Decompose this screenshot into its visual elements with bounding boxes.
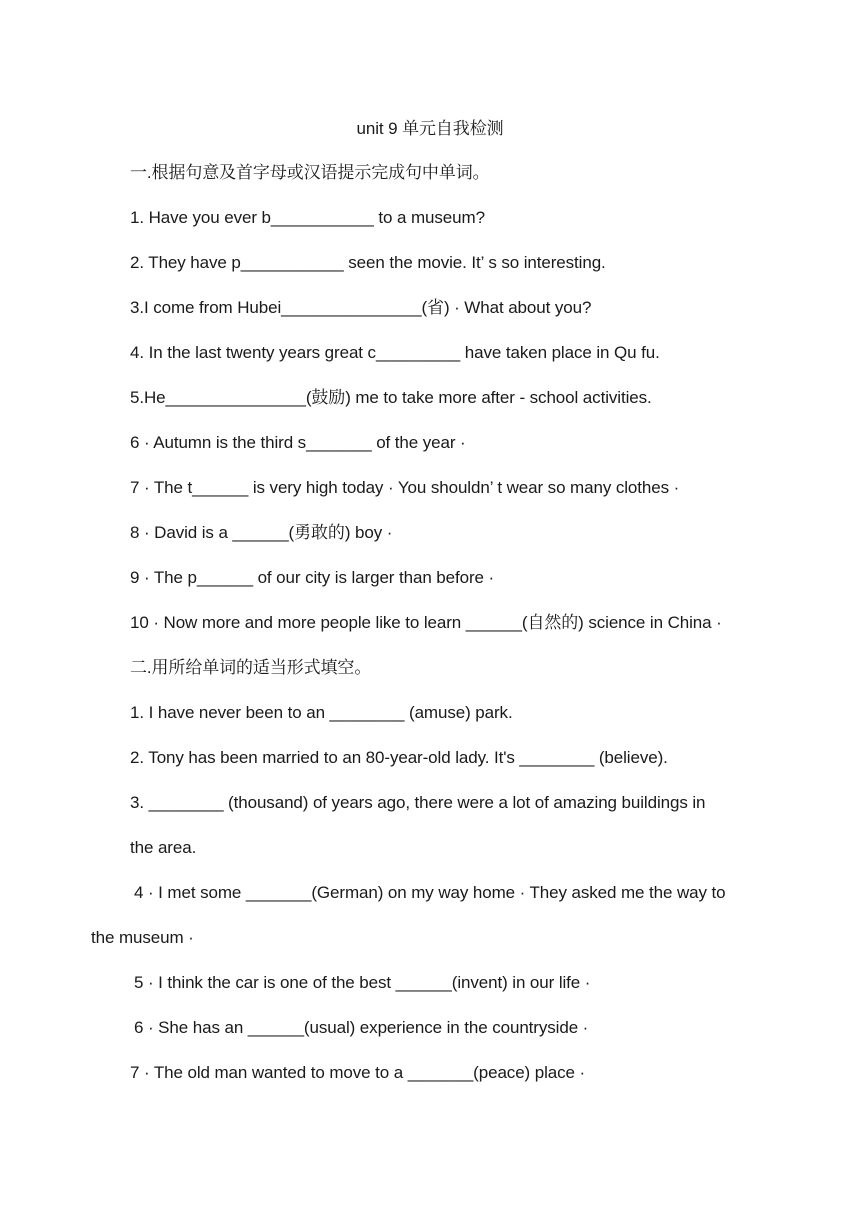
section2-heading: 二.用所给单词的适当形式填空。: [130, 658, 372, 677]
section2-item-3-line1: 3. ________ (thousand) of years ago, there were a lot of amazing buildings in: [130, 793, 706, 812]
section2-item-4-line1: 4 · I met some _______(German) on my way home · They asked me the way to: [134, 883, 726, 902]
page-title: unit 9 单元自我检测: [356, 119, 504, 138]
section1-item-4: 4. In the last twenty years great c_________ have taken place in Qu fu.: [130, 343, 660, 362]
section2-item-1: 1. I have never been to an ________ (amuse) park.: [130, 703, 513, 722]
section2-item-2: 2. Tony has been married to an 80-year-old lady. It's ________ (believe).: [130, 748, 668, 767]
section1-heading: 一.根据句意及首字母或汉语提示完成句中单词。: [130, 163, 490, 182]
section1-item-1: 1. Have you ever b___________ to a museum?: [130, 208, 485, 227]
section1-item-2: 2. They have p___________ seen the movie. It’ s so interesting.: [130, 253, 606, 272]
section2-item-6: 6 · She has an ______(usual) experience in the countryside ·: [134, 1018, 589, 1037]
section1-item-3: 3.I come from Hubei_______________(省) · What about you?: [130, 298, 592, 317]
section2-item-4-line2: the museum ·: [91, 928, 194, 947]
section1-item-9: 9 · The p______ of our city is larger than before ·: [130, 568, 495, 587]
section1-item-5: 5.He_______________(鼓励) me to take more after - school activities.: [130, 388, 652, 407]
section1-item-8: 8 · David is a ______(勇敢的) boy ·: [130, 523, 393, 542]
section2-item-5: 5 · I think the car is one of the best ______(invent) in our life ·: [134, 973, 591, 992]
section1-item-6: 6 · Autumn is the third s_______ of the year ·: [130, 433, 466, 452]
section2-item-3-line2: the area.: [130, 838, 197, 857]
section1-item-7: 7 · The t______ is very high today · You shouldn’ t wear so many clothes ·: [130, 478, 680, 497]
section2-item-7: 7 · The old man wanted to move to a _______(peace) place ·: [130, 1063, 586, 1082]
section1-item-10: 10 · Now more and more people like to learn ______(自然的) science in China ·: [130, 613, 722, 632]
